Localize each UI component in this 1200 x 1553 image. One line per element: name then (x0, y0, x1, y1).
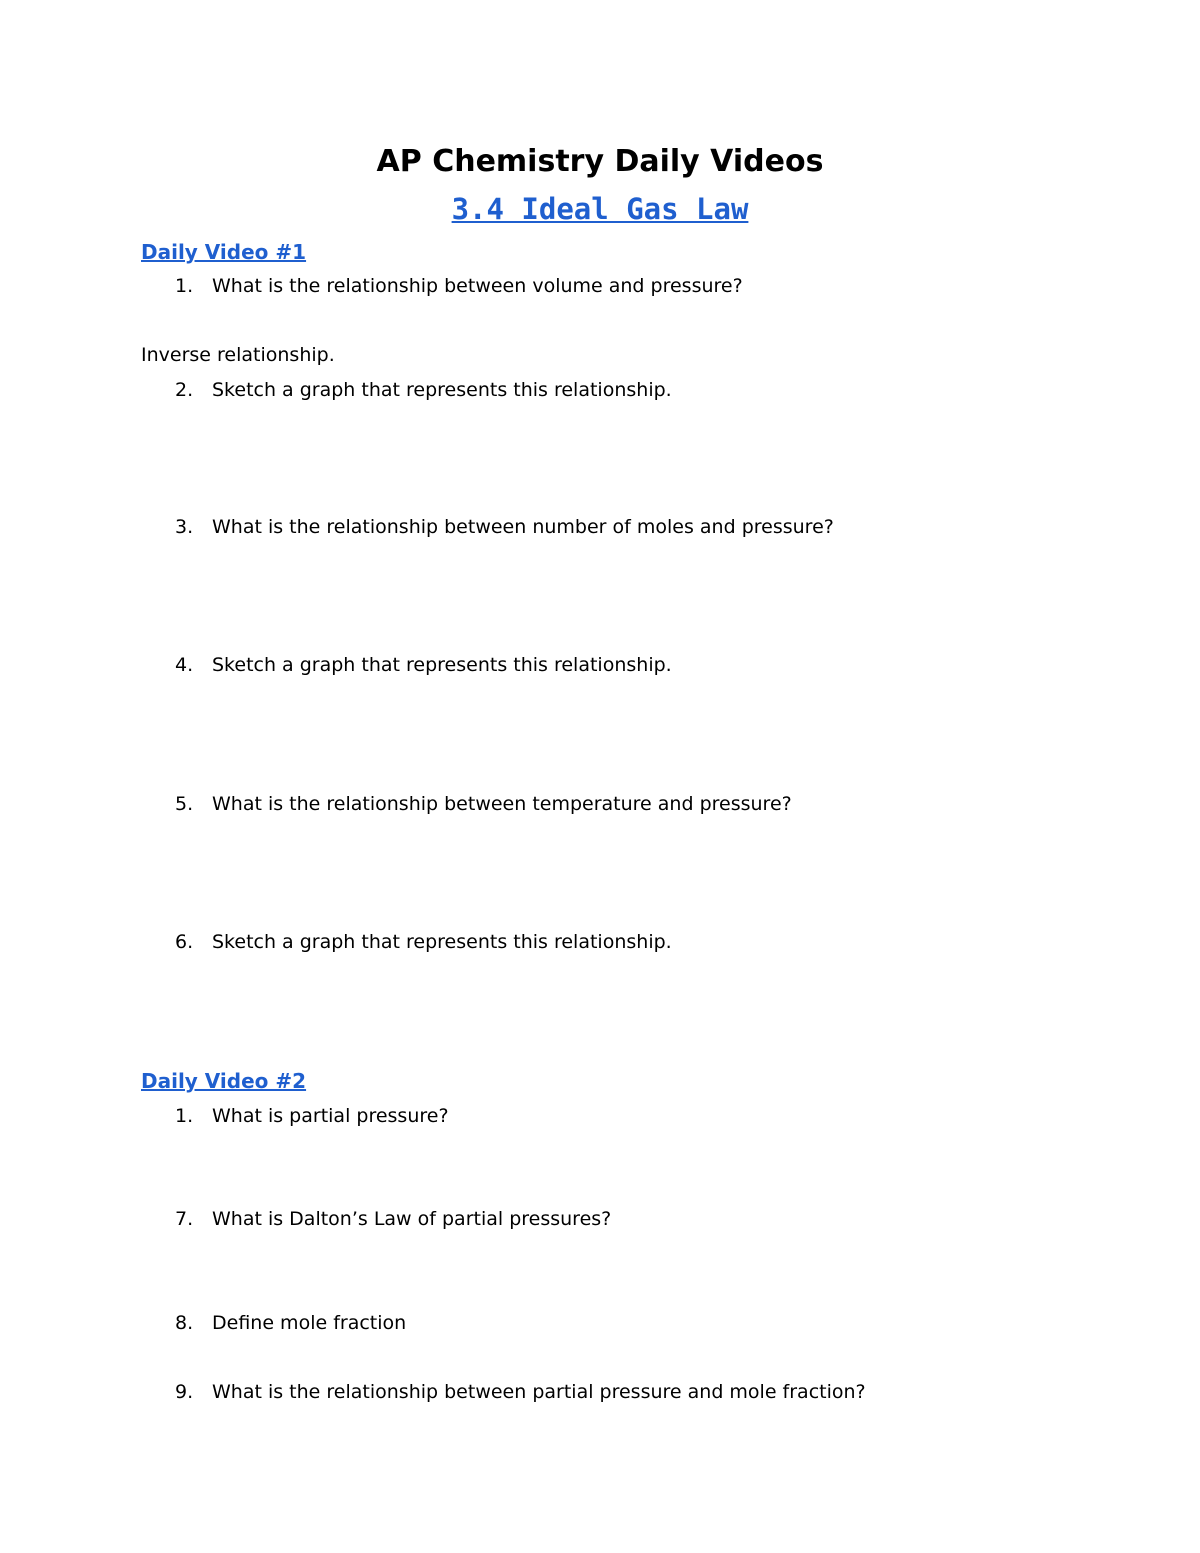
question-item (175, 1105, 449, 1127)
question-item (175, 516, 834, 538)
question-number: 1. (175, 1105, 194, 1127)
question-item (175, 654, 672, 676)
question-number: 2. (175, 379, 194, 401)
question-text: What is the relationship between partial pressure and mole fraction? (212, 1381, 866, 1403)
section-heading-daily-video-2[interactable]: Daily Video #2 (141, 1069, 307, 1093)
question-number: 5. (175, 793, 194, 815)
question-item (175, 1208, 611, 1230)
question-item (175, 1312, 406, 1334)
question-text: Sketch a graph that represents this relationship. (212, 654, 672, 676)
answer-text: Inverse relationship. (141, 344, 335, 366)
question-text: Sketch a graph that represents this relationship. (212, 379, 672, 401)
question-text: What is the relationship between number of moles and pressure? (212, 516, 834, 538)
question-item (175, 793, 792, 815)
question-text: What is Dalton’s Law of partial pressures? (212, 1208, 612, 1230)
section-heading-daily-video-1[interactable]: Daily Video #1 (141, 240, 307, 264)
question-item (175, 275, 743, 297)
question-number: 3. (175, 516, 194, 538)
question-number: 9. (175, 1381, 194, 1403)
question-item (175, 1381, 866, 1403)
question-text: What is partial pressure? (212, 1105, 449, 1127)
question-text: Define mole fraction (212, 1312, 407, 1334)
question-number: 6. (175, 931, 194, 953)
question-number: 4. (175, 654, 194, 676)
question-text: What is the relationship between temperature and pressure? (212, 793, 792, 815)
question-text: What is the relationship between volume and pressure? (212, 275, 743, 297)
question-item (175, 931, 672, 953)
question-number: 7. (175, 1208, 194, 1230)
page-subtitle-link[interactable]: 3.4 Ideal Gas Law (451, 192, 749, 226)
question-number: 8. (175, 1312, 194, 1334)
page-title: AP Chemistry Daily Videos (376, 144, 824, 179)
question-number: 1. (175, 275, 194, 297)
question-item (175, 379, 672, 401)
question-text: Sketch a graph that represents this relationship. (212, 931, 672, 953)
